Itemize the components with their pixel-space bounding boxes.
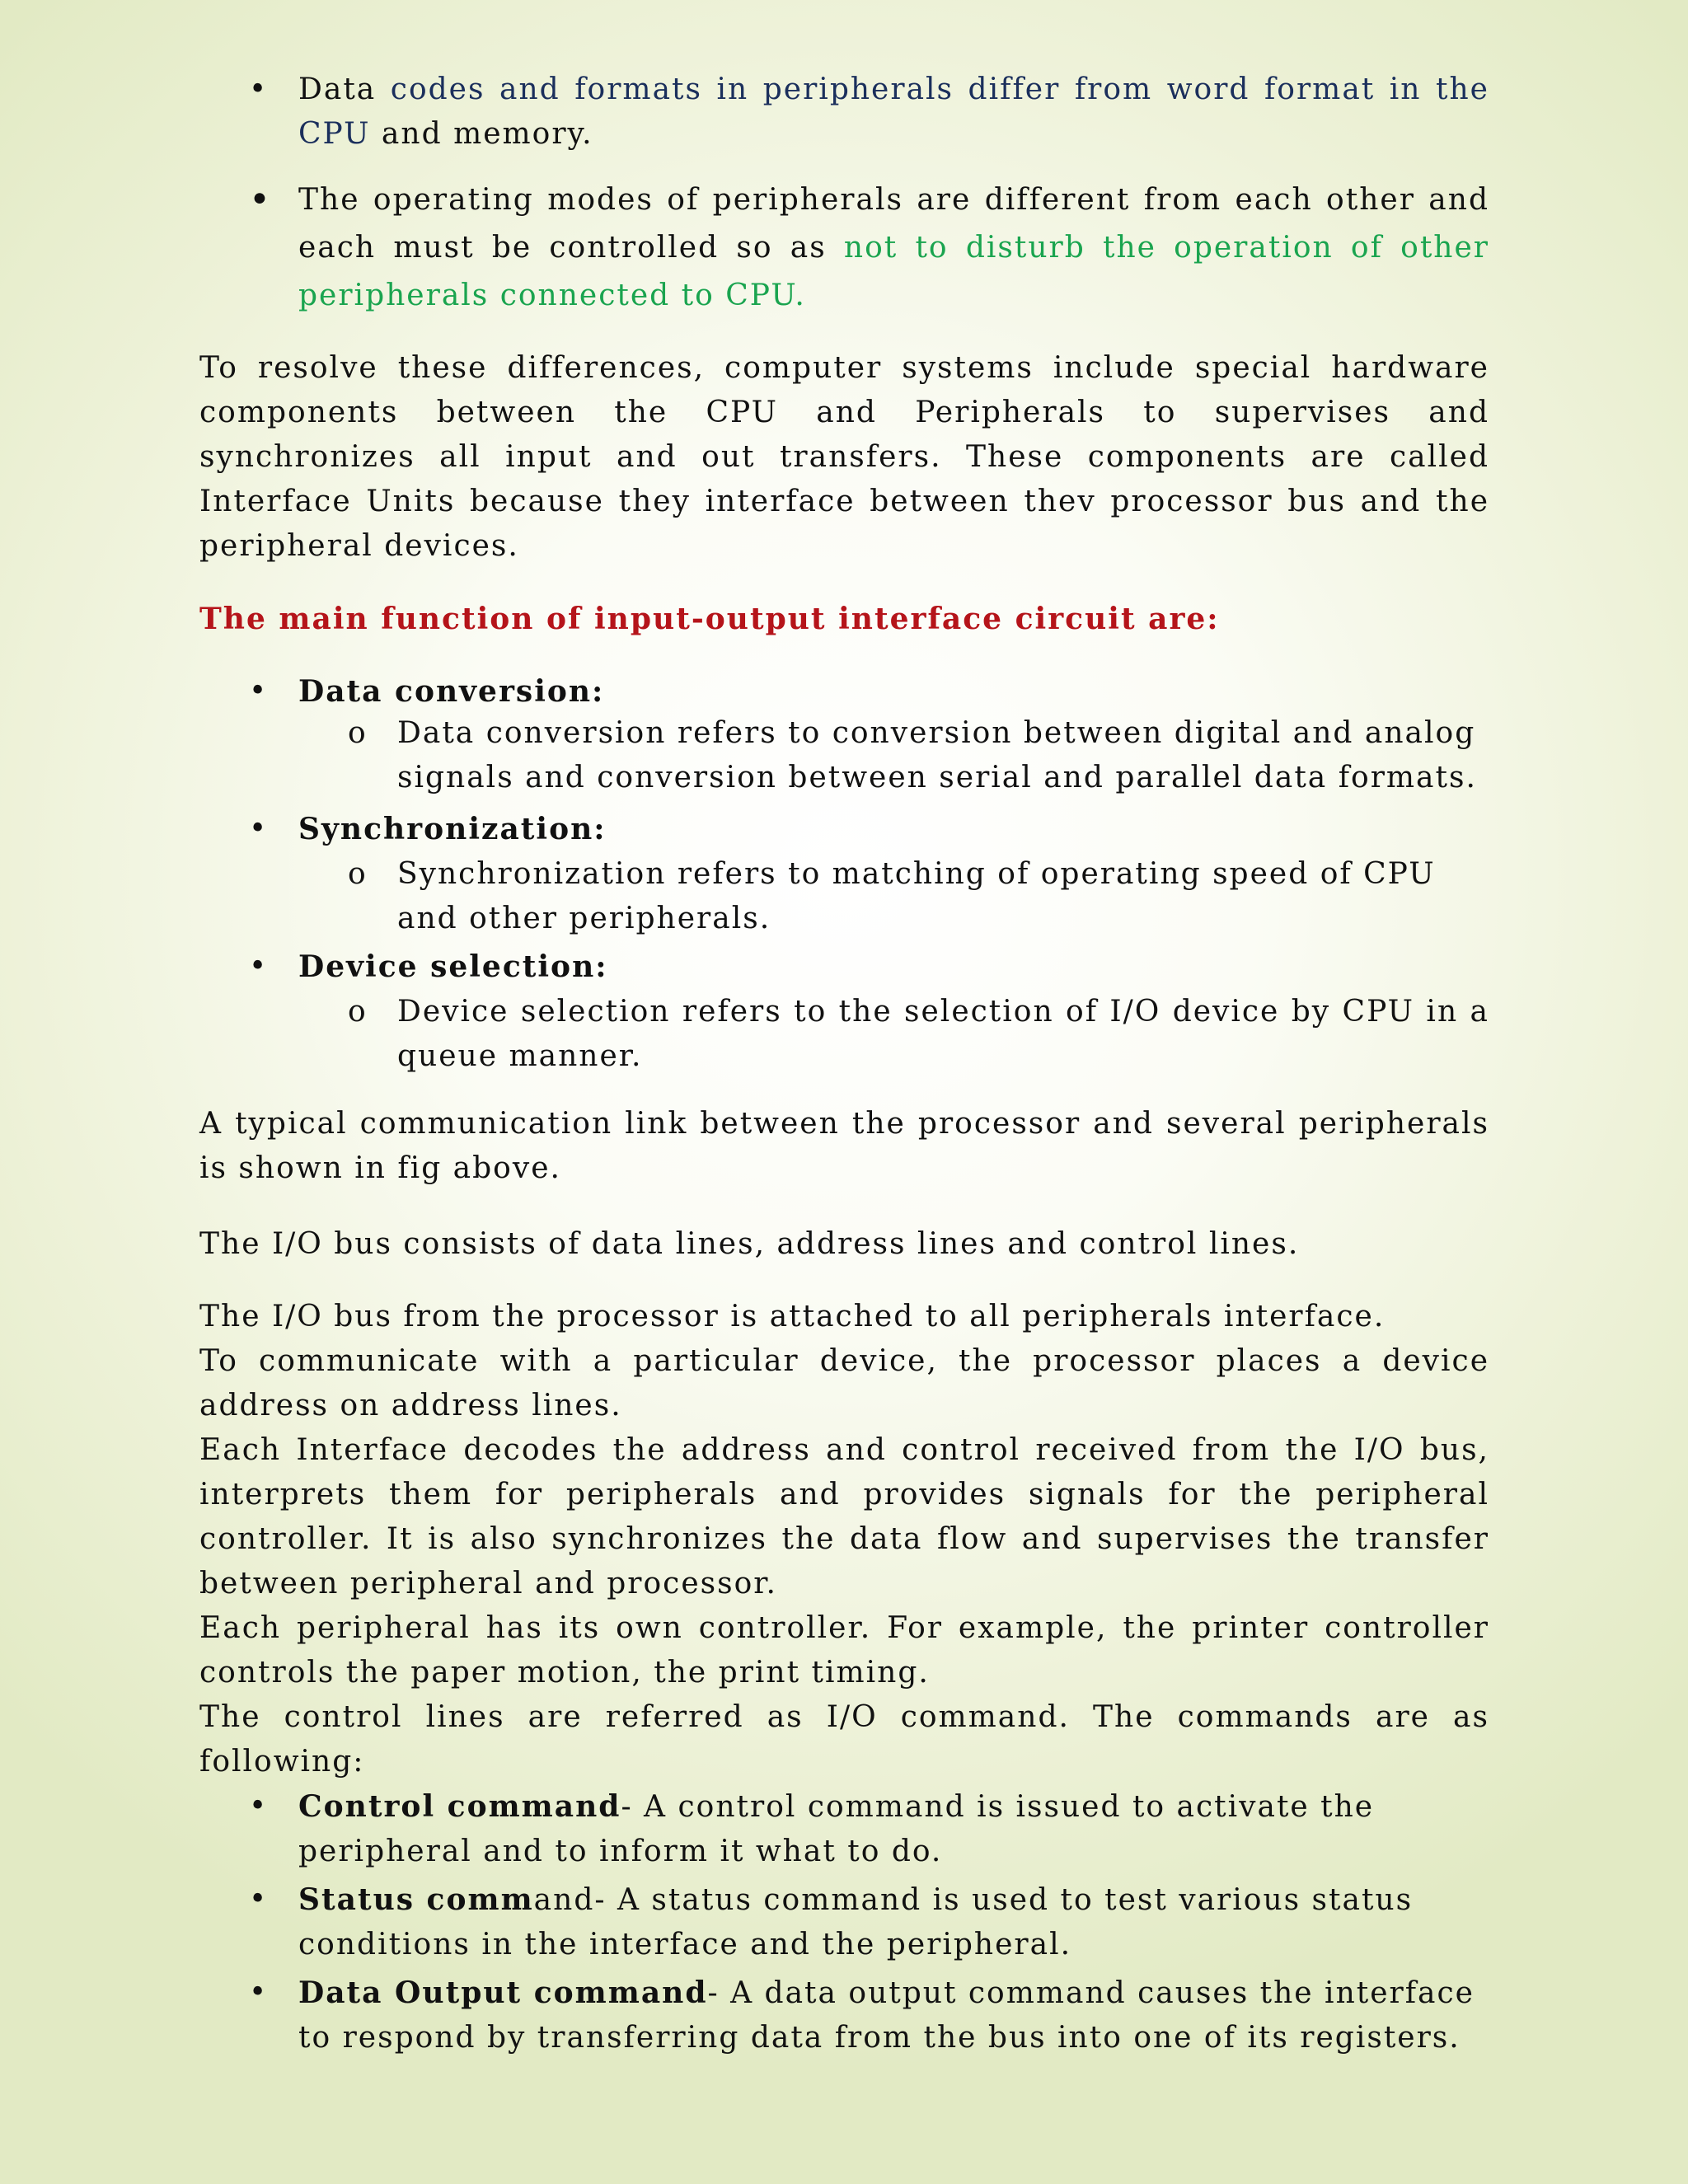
bullet-text-blue: codes and formats in peripherals differ from word format in the CPU: [298, 73, 1489, 151]
sub-bullet: o: [348, 857, 368, 891]
bullet-data-codes: [199, 68, 1489, 157]
para-controller: Each peripheral has its own controller. For example, the printer controller controls the paper motion, the print timing.: [199, 1611, 1489, 1690]
sub-bullet: o: [348, 716, 368, 750]
function-item: [199, 944, 1489, 990]
para-bus: The I/O bus consists of data lines, address lines and control lines.: [199, 1227, 1300, 1261]
commands-list: [199, 1784, 1489, 2060]
bullet-dot: •: [249, 73, 269, 106]
command-item: [199, 1784, 1489, 1874]
functions-list: [199, 669, 1489, 1079]
bullet-text-end: and memory.: [370, 117, 593, 151]
bullet-dot: •: [249, 674, 269, 708]
command-name: Control command: [298, 1789, 621, 1824]
function-item: [199, 669, 1489, 715]
bullet-operating-modes: [199, 176, 1489, 320]
bullet-dot: •: [249, 1789, 269, 1823]
para-commands: The control lines are referred as I/O command. The commands are as following:: [199, 1700, 1489, 1779]
function-item: [199, 807, 1489, 852]
command-item: [199, 1877, 1489, 1967]
document-page: [199, 68, 1489, 2060]
sub-bullet: o: [348, 995, 368, 1029]
bullet-text-start: Data: [298, 73, 391, 106]
para-decode: Each Interface decodes the address and control received from the I/O bus, interprets them for peripherals and provides signals for the peripheral controller. It is also synchronizes the data flow and supervises the transfer between peripheral and processor.: [199, 1433, 1489, 1601]
bullet-dot: •: [249, 179, 272, 221]
command-desc: and- A status command is used to test various status conditions in the interface and the peripheral.: [298, 1883, 1414, 1961]
command-desc: - A data output command causes the interface to respond by transferring data from the bus into one of its registers.: [298, 1976, 1475, 2055]
para-typical: A typical communication link between the processor and several peripherals is shown in fig above.: [199, 1107, 1489, 1185]
bullet-dot: •: [249, 1975, 269, 2009]
command-name: Data Output command: [298, 1975, 708, 2010]
function-detail: o Data conversion refers to conversion between digital and analog signals and conversion between serial and parallel data formats.: [199, 711, 1489, 800]
bullet-dot: •: [249, 949, 269, 983]
bullet-dot: •: [249, 1882, 269, 1916]
function-title: Device selection:: [298, 949, 608, 984]
function-detail: o Synchronization refers to matching of operating speed of CPU and other peripherals.: [199, 852, 1489, 941]
function-title: Data conversion:: [298, 674, 605, 709]
function-title: Synchronization:: [298, 812, 607, 846]
command-name: Status comm: [298, 1882, 534, 1917]
command-desc: - A control command is issued to activate the peripheral and to inform it what to do.: [298, 1790, 1375, 1868]
heading-main-function: The main function of input-output interface circuit are:: [199, 602, 1220, 636]
function-detail: o Device selection refers to the selection of I/O device by CPU in a queue manner.: [199, 990, 1489, 1079]
bullet-dot: •: [249, 812, 269, 846]
bullet-text-green: not to disturb the operation of other peripherals connected to CPU.: [298, 231, 1489, 312]
command-item: [199, 1971, 1489, 2060]
para-resolve: To resolve these differences, computer systems include special hardware components between the CPU and Peripherals to supervises and synchronizes all input and out transfers. These components are called Interface Units because they interface between thev processor bus and the peripheral devices.: [199, 351, 1489, 563]
para-communicate: To communicate with a particular device, the processor places a device address on address lines.: [199, 1344, 1489, 1422]
bullet-text-plain: The operating modes of peripherals are different from each other and each must be controlled so as: [298, 183, 1489, 265]
para-attached: The I/O bus from the processor is attached to all peripherals interface.: [199, 1300, 1386, 1333]
